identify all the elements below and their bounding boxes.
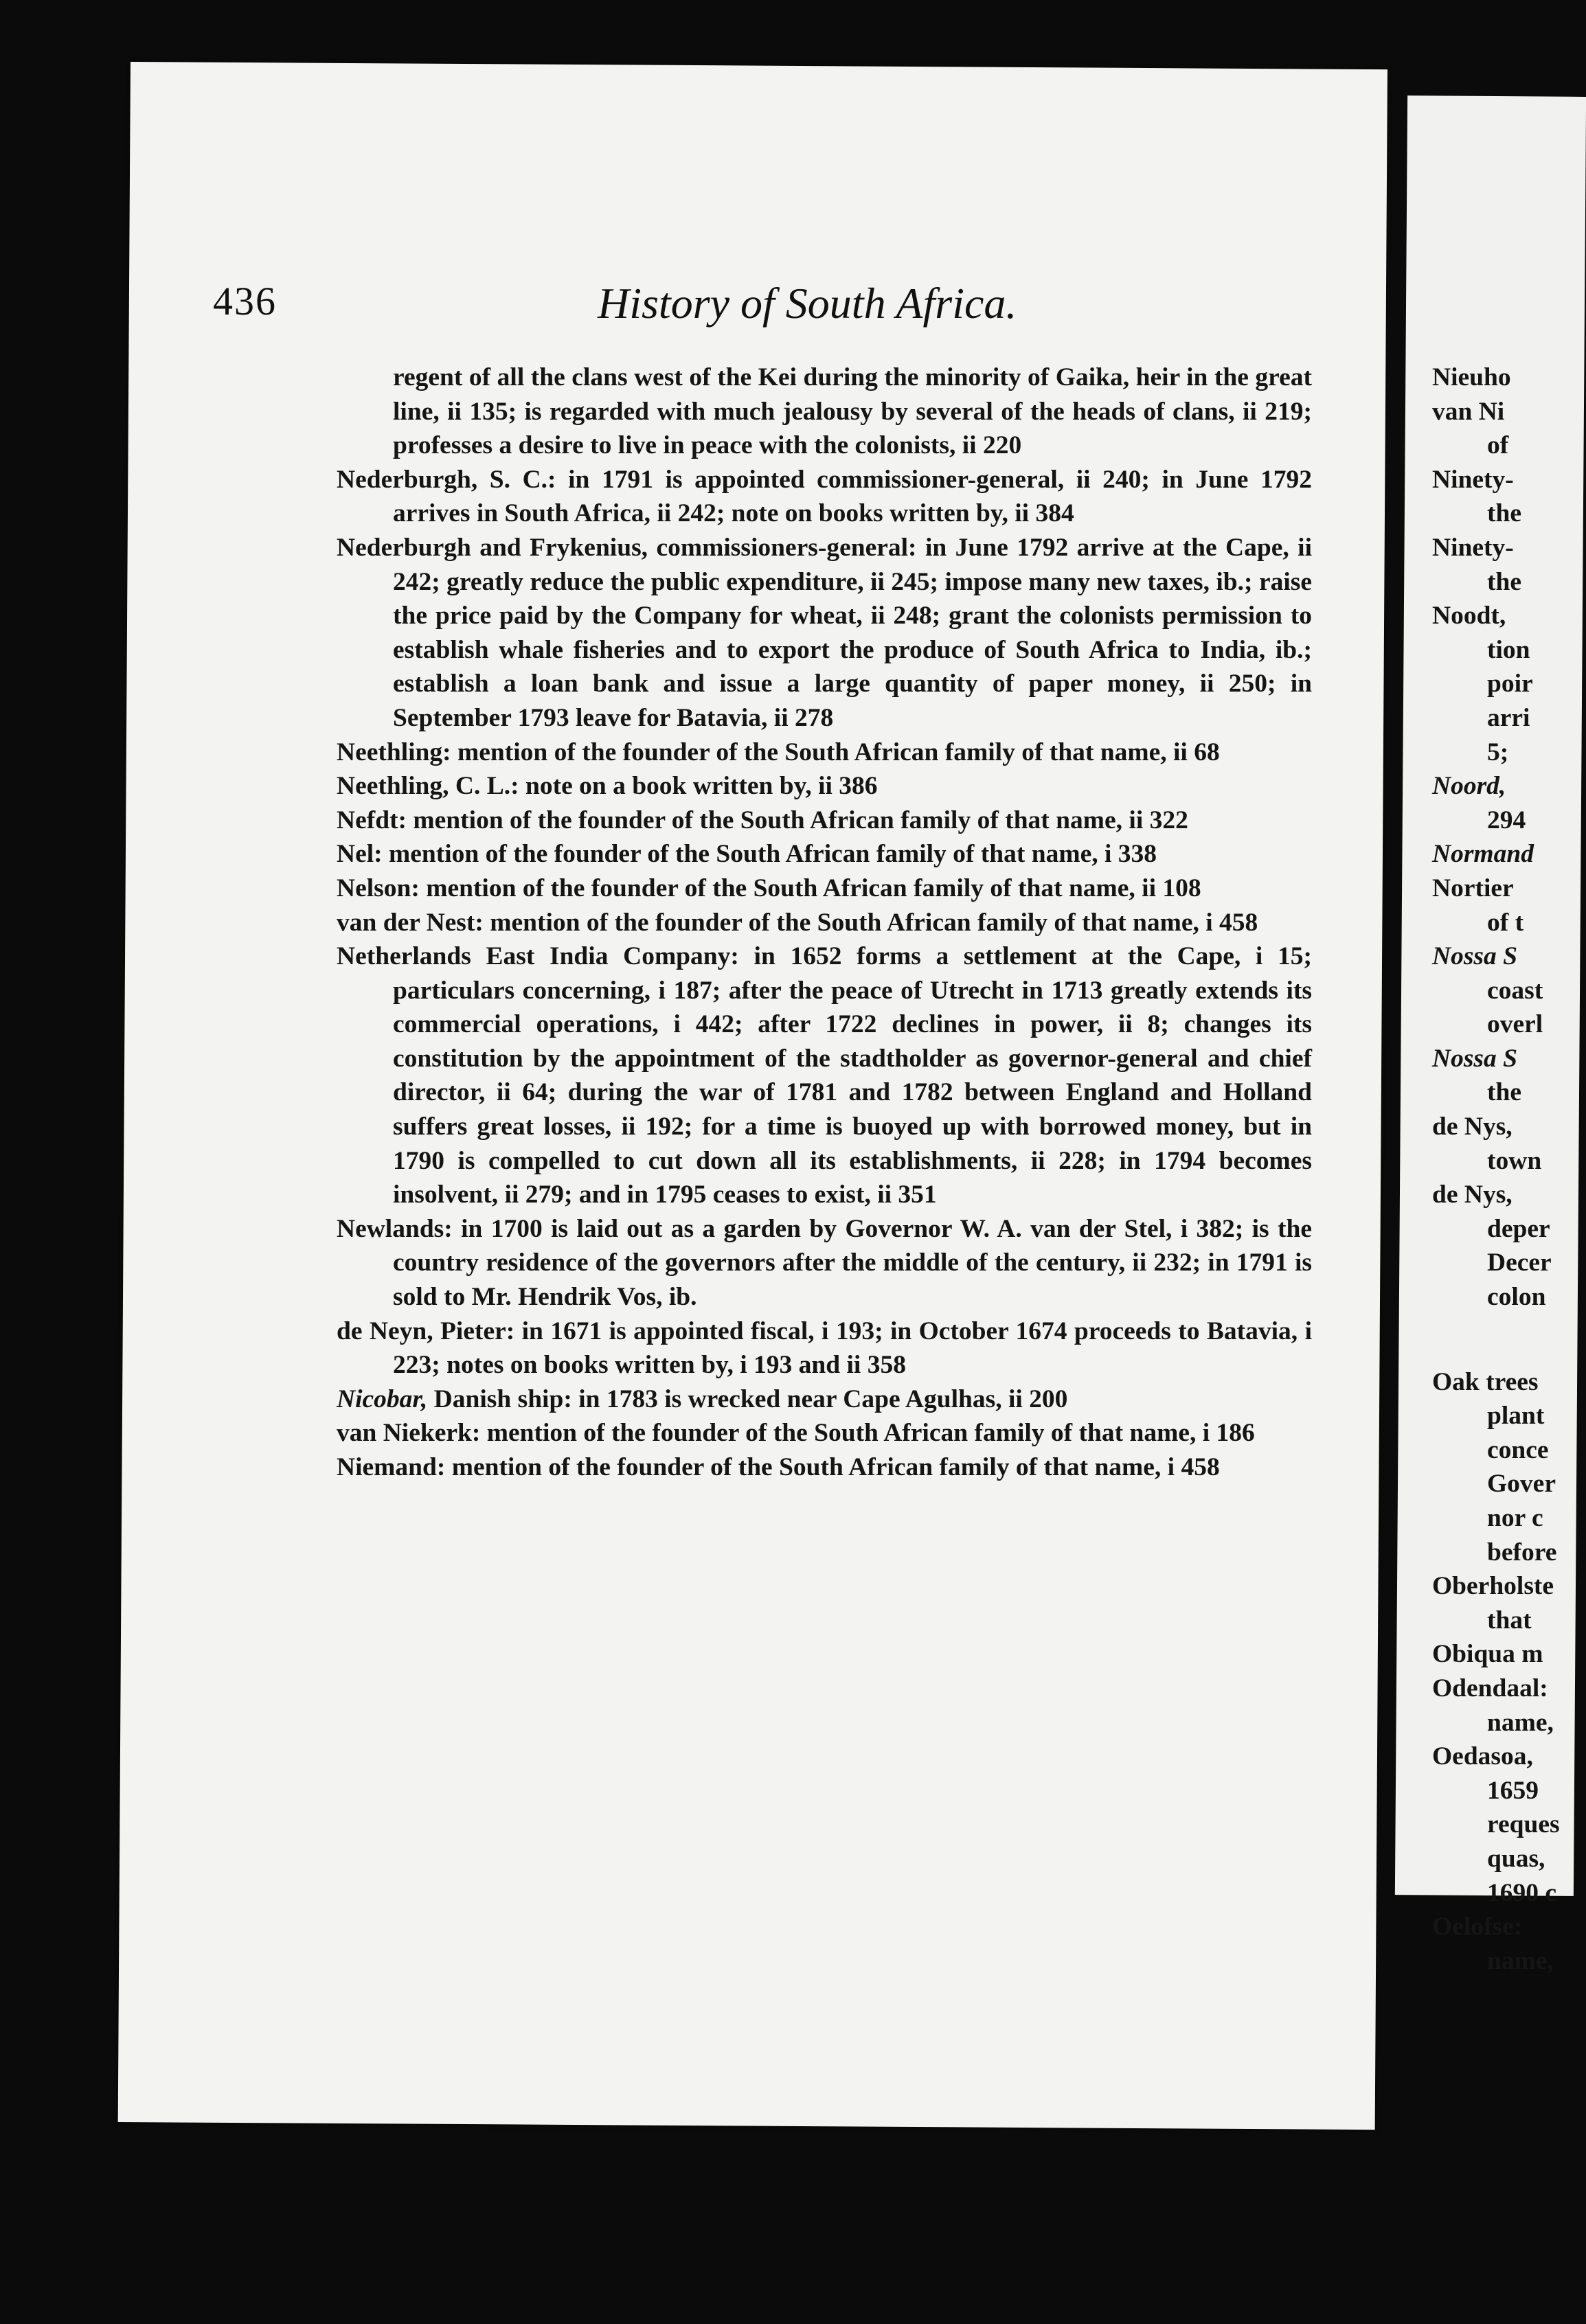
facing-page-line: 1690 c xyxy=(1487,1878,1557,1907)
facing-page-line: Nossa S xyxy=(1432,1044,1517,1073)
index-entry-text: Nefdt: mention of the founder of the South African family of that name, ii 322 xyxy=(337,806,1188,834)
facing-page-line: 294 xyxy=(1487,806,1526,834)
index-entry-continuation xyxy=(337,361,1312,463)
facing-page-line: coast xyxy=(1487,976,1543,1005)
index-entry-text: de Neyn, Pieter: in 1671 is appointed fiscal, i 193; in October 1674 proceeds to Batavia, i 223; notes on books written by, i 193 and ii 358 xyxy=(337,1317,1312,1380)
facing-page-line: Odendaal: xyxy=(1432,1674,1548,1702)
index-entry xyxy=(337,531,1312,736)
running-title: History of South Africa. xyxy=(598,279,1017,328)
facing-page-line: of t xyxy=(1487,908,1524,937)
facing-page-line: Nossa S xyxy=(1432,942,1517,971)
facing-page-line: quas, xyxy=(1487,1844,1545,1873)
facing-page-line: Oelofse: xyxy=(1432,1913,1523,1941)
facing-page-line: the xyxy=(1487,1078,1521,1107)
facing-page-line xyxy=(1432,1314,1583,1365)
facing-page-line: Decer xyxy=(1487,1249,1552,1277)
facing-page-line: name, xyxy=(1487,1946,1554,1975)
facing-page-line: conce xyxy=(1487,1435,1549,1464)
facing-page-line: Oedasoa, xyxy=(1432,1742,1533,1771)
index-entry xyxy=(337,1212,1312,1314)
facing-page-line: town xyxy=(1487,1146,1542,1175)
facing-page-line: Nieuho xyxy=(1432,363,1511,391)
index-entry xyxy=(337,1314,1312,1382)
index-entry-text: Niemand: mention of the founder of the South African family of that name, i 458 xyxy=(337,1453,1220,1481)
facing-page-line: Noord, xyxy=(1432,772,1506,801)
page-header xyxy=(213,278,1312,340)
facing-page-line: Ninety- xyxy=(1432,533,1514,562)
facing-page-line: Obiqua m xyxy=(1432,1640,1543,1669)
index-entry-text: van Niekerk: mention of the founder of the South African family of that name, i 186 xyxy=(337,1419,1255,1448)
index-entry-text: Netherlands East India Company: in 1652 forms a settlement at the Cape, i 15; particulars concerning, i 187; after the peace of Utrecht in 1713 greatly extends its commercial operations, i 442; after 1722 declines in power, ii 8; changes its constitution by the appointment of the stadtholder as governor-general and chief director, ii 64; during the war of 1781 and 1782 between England and Holland suffers great losses, ii 192; for a time is buoyed up with borrowed money, but in 1790 is compelled to cut down all its establishments, ii 228; in 1794 becomes insolvent, ii 279; and in 1795 ceases to exist, ii 351 xyxy=(337,942,1312,1209)
index-entry xyxy=(337,1382,1312,1417)
index-entry xyxy=(337,1450,1312,1485)
facing-page-line: de Nys, xyxy=(1432,1181,1513,1209)
index-entry-italic-lead: Nicobar, xyxy=(337,1385,428,1413)
index-entry xyxy=(337,736,1312,770)
facing-page-line: name, xyxy=(1487,1708,1554,1737)
index-entry-text: Newlands: in 1700 is laid out as a garden by Governor W. A. van der Stel, i 382; is the country residence of the governors after the middle of the century, ii 232; in 1791 is sold to Mr. Hendrik Vos, ib. xyxy=(337,1214,1312,1312)
index-entry-text: regent of all the clans west of the Kei during the minority of Gaika, heir in the great line, ii 135; is regarded with much jealousy by several of the heads of clans, ii 219; professes a desire to live in peace with the colonists, ii 220 xyxy=(393,363,1312,460)
facing-page-line: Normand xyxy=(1432,840,1534,869)
facing-page-line: the xyxy=(1487,499,1521,528)
facing-page-line: de Nys, xyxy=(1432,1113,1513,1141)
facing-page-line: tion xyxy=(1487,635,1530,664)
facing-page-line: poir xyxy=(1487,670,1533,698)
index-entry xyxy=(337,463,1312,531)
index-entry-text: Neethling: mention of the founder of the South African family of that name, ii 68 xyxy=(337,738,1220,766)
facing-page-line: Oak trees xyxy=(1432,1367,1539,1396)
index-entry-text: Danish ship: in 1783 is wrecked near Cape Agulhas, ii 200 xyxy=(427,1385,1068,1413)
facing-page-line: Oberholste xyxy=(1432,1572,1554,1601)
index-entry xyxy=(337,804,1312,838)
index-entry xyxy=(337,906,1312,940)
index-entry-text: Nederburgh, S. C.: in 1791 is appointed commissioner-general, ii 240; in June 1792 arrives in South Africa, ii 242; note on books written by, ii 384 xyxy=(337,465,1312,528)
index-entry xyxy=(337,769,1312,804)
index-entry-text: Nederburgh and Frykenius, commissioners-general: in June 1792 arrive at the Cape, ii 242; greatly reduce the public expenditure, ii 245; impose many new taxes, ib.; raise the price paid by the Company for wheat, ii 248; grant the colonists permission to establish whale fisheries and to export the produce of South Africa to India, ib.; establish a loan bank and issue a large quantity of paper money, ii 250; in September 1793 leave for Batavia, ii 278 xyxy=(337,533,1312,732)
index-entry xyxy=(337,837,1312,872)
index-entry-text: Nel: mention of the founder of the South African family of that name, i 338 xyxy=(337,840,1157,869)
facing-page-line: Noodt, xyxy=(1432,602,1506,630)
facing-page-line: arri xyxy=(1487,703,1530,732)
index-entry-text: Neethling, C. L.: note on a book written by, ii 386 xyxy=(337,772,878,801)
facing-page-line: nor c xyxy=(1487,1504,1543,1532)
facing-page-line: overl xyxy=(1487,1010,1543,1039)
facing-page-entries xyxy=(1432,361,1583,1978)
facing-page-line: Gover xyxy=(1487,1470,1556,1499)
facing-page-line: Nortier xyxy=(1432,874,1514,902)
facing-page-line: Ninety- xyxy=(1432,465,1514,494)
facing-page-line: reques xyxy=(1487,1810,1560,1839)
facing-page-line: of xyxy=(1487,431,1509,460)
facing-page-line: 1659 xyxy=(1487,1776,1539,1805)
index-entry xyxy=(337,872,1312,906)
index-entry xyxy=(337,939,1312,1212)
facing-page-line: deper xyxy=(1487,1214,1550,1243)
index-entries xyxy=(337,361,1312,1485)
facing-page-line: van Ni xyxy=(1432,397,1505,426)
facing-page-line: that xyxy=(1487,1606,1532,1634)
facing-page-line: 5; xyxy=(1487,738,1509,766)
facing-page-line: colon xyxy=(1487,1283,1546,1312)
index-entry-text: Nelson: mention of the founder of the South African family of that name, ii 108 xyxy=(337,874,1201,902)
page-number: 436 xyxy=(213,279,277,323)
facing-page-line: the xyxy=(1487,567,1521,596)
index-entry xyxy=(337,1416,1312,1450)
index-entry-text: van der Nest: mention of the founder of the South African family of that name, i 458 xyxy=(337,908,1258,937)
facing-page-line: before xyxy=(1487,1538,1557,1567)
facing-page-line: plant xyxy=(1487,1402,1545,1431)
